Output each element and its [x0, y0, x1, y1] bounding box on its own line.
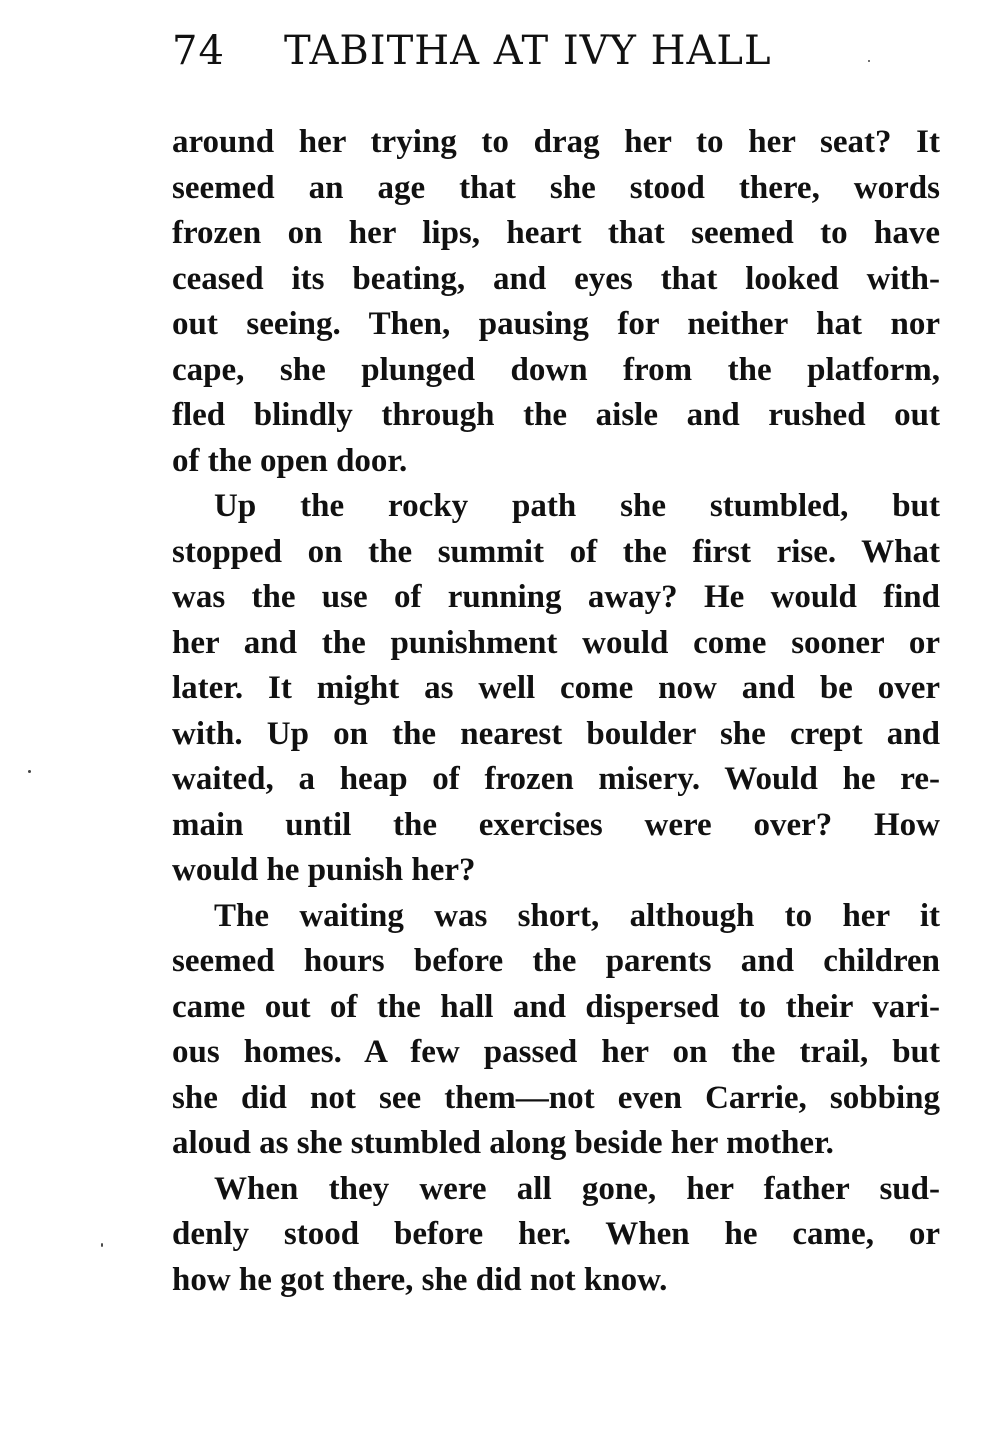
- text-line: seemed hours before the parents and children: [172, 943, 940, 979]
- scan-speck: [101, 1243, 103, 1247]
- text-line: her and the punishment would come sooner or: [172, 624, 940, 661]
- text-line: ceased its beating, and eyes that looked with-: [172, 260, 940, 297]
- text-line: waited, a heap of frozen misery. Would he re-: [172, 761, 940, 797]
- text-line: stopped on the summit of the first rise. What: [172, 533, 940, 570]
- paragraph-first-line: The waiting was short, although to her it: [214, 897, 940, 934]
- text-line: would he punish her?: [172, 852, 476, 888]
- text-line: around her trying to drag her to her seat? It: [172, 124, 940, 160]
- text-line: main until the exercises were over? How: [172, 806, 940, 843]
- body-text: [172, 120, 940, 1303]
- text-line: later. It might as well come now and be over: [172, 670, 940, 706]
- text-line: was the use of running away? He would find: [172, 579, 940, 615]
- text-line: fled blindly through the aisle and rushed out: [172, 397, 940, 433]
- text-line: seemed an age that she stood there, words: [172, 169, 940, 206]
- text-line: of the open door.: [172, 442, 408, 479]
- text-line: frozen on her lips, heart that seemed to have: [172, 215, 940, 251]
- text-line: cape, she plunged down from the platform,: [172, 351, 940, 388]
- text-line: came out of the hall and dispersed to their vari-: [172, 988, 940, 1025]
- text-line: ous homes. A few passed her on the trail, but: [172, 1034, 940, 1070]
- text-line: aloud as she stumbled along beside her mother.: [172, 1125, 834, 1161]
- text-line: out seeing. Then, pausing for neither hat nor: [172, 306, 940, 342]
- running-title: TABITHA AT IVY HALL: [284, 28, 772, 74]
- text-line: denly stood before her. When he came, or: [172, 1216, 940, 1252]
- text-line: she did not see them—not even Carrie, sobbing: [172, 1079, 940, 1116]
- running-header: [172, 28, 852, 88]
- paragraph-first-line: When they were all gone, her father sud-: [214, 1170, 940, 1207]
- text-line: with. Up on the nearest boulder she crept and: [172, 715, 940, 752]
- scan-speck: [28, 770, 31, 773]
- text-line: how he got there, she did not know.: [172, 1261, 668, 1298]
- page-number: 74: [172, 28, 225, 74]
- paragraph-first-line: Up the rocky path she stumbled, but: [214, 488, 940, 524]
- scan-speck: [868, 60, 870, 62]
